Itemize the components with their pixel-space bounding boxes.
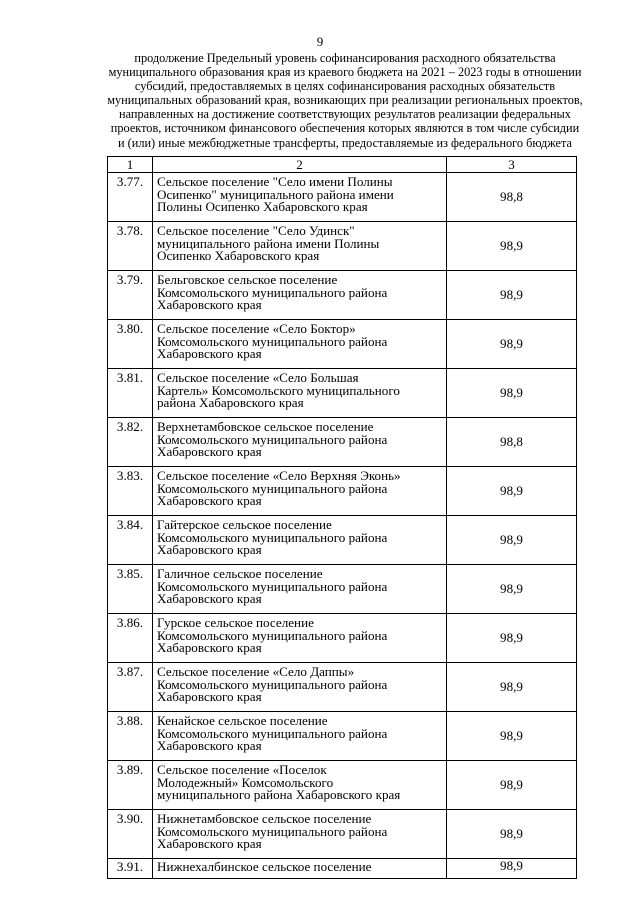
settlement-name bbox=[153, 859, 447, 879]
settlement-name-line: Кенайское сельское поселение bbox=[157, 713, 328, 728]
settlement-name-line: Гурское сельское поселение bbox=[157, 615, 314, 630]
table-caption bbox=[104, 51, 586, 150]
row-number: 3.89. bbox=[108, 761, 153, 810]
column-header: 2 bbox=[153, 157, 447, 173]
settlement-name-line: Комсомольского муниципального района bbox=[157, 529, 388, 545]
table-row bbox=[108, 810, 577, 859]
settlement-name-line: Хабаровского края bbox=[157, 346, 262, 361]
settlement-name-line: Сельское поселение «Село Боктор» bbox=[157, 321, 356, 336]
settlement-name-line: Нижнетамбовское сельское поселение bbox=[157, 811, 372, 826]
table-row bbox=[108, 418, 577, 467]
cofinancing-level: 98,9 bbox=[447, 516, 577, 565]
settlement-name bbox=[153, 320, 447, 369]
row-number: 3.81. bbox=[108, 369, 153, 418]
settlement-name-line: Сельское поселение «Село Даппы» bbox=[157, 664, 355, 679]
caption-line: и (или) иные межбюджетные трансферты, предоставляемые из федерального бюджета bbox=[117, 135, 572, 150]
settlement-name-line: Нижнехалбинское сельское поселение bbox=[157, 859, 372, 874]
row-number: 3.77. bbox=[108, 173, 153, 222]
settlement-name-line: Хабаровского края bbox=[157, 444, 262, 459]
row-number: 3.79. bbox=[108, 271, 153, 320]
settlement-name-line: Молодежный» Комсомольского bbox=[157, 774, 334, 790]
settlement-name-line: Хабаровского края bbox=[157, 738, 262, 753]
row-number: 3.84. bbox=[108, 516, 153, 565]
settlement-name-line: муниципального района Хабаровского края bbox=[157, 787, 401, 802]
settlement-name-line: Картель» Комсомольского муниципального bbox=[157, 382, 400, 398]
row-number: 3.82. bbox=[108, 418, 153, 467]
settlement-name bbox=[153, 712, 447, 761]
settlement-name-line: Хабаровского края bbox=[157, 689, 262, 704]
table-row bbox=[108, 761, 577, 810]
cofinancing-level: 98,9 bbox=[447, 663, 577, 712]
table-row bbox=[108, 859, 577, 879]
cofinancing-level: 98,9 bbox=[447, 222, 577, 271]
column-header: 1 bbox=[108, 157, 153, 173]
settlement-name-line: Комсомольского муниципального района bbox=[157, 333, 388, 349]
row-number: 3.85. bbox=[108, 565, 153, 614]
settlement-name-line: района Хабаровского края bbox=[157, 395, 304, 410]
table-row bbox=[108, 271, 577, 320]
table-row bbox=[108, 222, 577, 271]
settlement-name-line: Хабаровского края bbox=[157, 640, 262, 655]
page-number: 9 bbox=[316, 34, 324, 49]
settlement-name bbox=[153, 810, 447, 859]
row-number: 3.87. bbox=[108, 663, 153, 712]
column-header: 3 bbox=[447, 157, 577, 173]
table-row bbox=[108, 614, 577, 663]
settlement-name-line: Комсомольского муниципального района bbox=[157, 480, 388, 496]
settlement-name-line: муниципального района имени Полины bbox=[157, 235, 380, 251]
settlement-name-line: Комсомольского муниципального района bbox=[157, 823, 388, 839]
table-row bbox=[108, 173, 577, 222]
table-row bbox=[108, 516, 577, 565]
settlement-name-line: Сельское поселение «Село Большая bbox=[157, 370, 359, 385]
table-row bbox=[108, 467, 577, 516]
settlement-name-line: Осипенко" муниципального района имени bbox=[157, 186, 394, 202]
settlement-name bbox=[153, 663, 447, 712]
row-number: 3.80. bbox=[108, 320, 153, 369]
caption-line: муниципальных образований края, возникающих при реализации региональных проектов, bbox=[107, 93, 583, 108]
settlement-name bbox=[153, 222, 447, 271]
settlement-name bbox=[153, 271, 447, 320]
settlement-name-line: Комсомольского муниципального района bbox=[157, 284, 388, 300]
cofinancing-level: 98,9 bbox=[447, 565, 577, 614]
settlement-name bbox=[153, 565, 447, 614]
table-row bbox=[108, 320, 577, 369]
settlement-name-line: Сельское поселение "Село Удинск" bbox=[157, 223, 355, 238]
settlement-name-line: Хабаровского края bbox=[157, 493, 262, 508]
cofinancing-level: 98,9 bbox=[447, 712, 577, 761]
table-header-row bbox=[108, 157, 577, 173]
row-number: 3.91. bbox=[108, 859, 153, 879]
cofinancing-level: 98,9 bbox=[447, 859, 577, 879]
cofinancing-level: 98,9 bbox=[447, 271, 577, 320]
table-row bbox=[108, 369, 577, 418]
caption-line: проектов, источником финансового обеспечения которых являются в том числе субсидии bbox=[110, 121, 580, 136]
settlement-name bbox=[153, 418, 447, 467]
caption-line: продолжение Предельный уровень софинансирования расходного обязательства bbox=[134, 51, 556, 65]
cofinancing-level: 98,9 bbox=[447, 369, 577, 418]
settlement-name-line: Комсомольского муниципального района bbox=[157, 578, 388, 594]
settlement-name-line: Сельское поселение «Село Верхняя Эконь» bbox=[157, 468, 401, 483]
caption-line: муниципального образования края из краевого бюджета на 2021 – 2023 годы в отношении bbox=[108, 65, 582, 80]
settlement-name-line: Верхнетамбовское сельское поселение bbox=[157, 419, 374, 434]
settlement-name-line: Хабаровского края bbox=[157, 297, 262, 312]
row-number: 3.88. bbox=[108, 712, 153, 761]
cofinancing-level: 98,9 bbox=[447, 810, 577, 859]
cofinancing-table bbox=[107, 156, 577, 879]
row-number: 3.90. bbox=[108, 810, 153, 859]
cofinancing-level: 98,8 bbox=[447, 173, 577, 222]
cofinancing-level: 98,8 bbox=[447, 418, 577, 467]
settlement-name-line: Хабаровского края bbox=[157, 542, 262, 557]
settlement-name-line: Хабаровского края bbox=[157, 836, 262, 851]
settlement-name bbox=[153, 467, 447, 516]
caption-line: субсидий, предоставляемых в целях софинансирования расходных обязательств bbox=[134, 79, 556, 94]
settlement-name-line: Комсомольского муниципального района bbox=[157, 676, 388, 692]
settlement-name-line: Комсомольского муниципального района bbox=[157, 431, 388, 447]
settlement-name-line: Комсомольского муниципального района bbox=[157, 725, 388, 741]
settlement-name-line: Сельское поселение «Поселок bbox=[157, 762, 327, 777]
settlement-name-line: Полины Осипенко Хабаровского края bbox=[157, 199, 368, 214]
settlement-name bbox=[153, 369, 447, 418]
caption-line: направленных на достижение соответствующих результатов реализации федеральных bbox=[119, 107, 571, 122]
settlement-name-line: Галичное сельское поселение bbox=[157, 566, 323, 581]
row-number: 3.83. bbox=[108, 467, 153, 516]
cofinancing-level: 98,9 bbox=[447, 320, 577, 369]
table-row bbox=[108, 663, 577, 712]
settlement-name-line: Бельговское сельское поселение bbox=[157, 272, 338, 287]
settlement-name-line: Гайтерское сельское поселение bbox=[157, 517, 332, 532]
table-row bbox=[108, 565, 577, 614]
settlement-name bbox=[153, 516, 447, 565]
settlement-name-line: Хабаровского края bbox=[157, 591, 262, 606]
settlement-name-line: Осипенко Хабаровского края bbox=[157, 248, 320, 263]
cofinancing-level: 98,9 bbox=[447, 467, 577, 516]
settlement-name-line: Комсомольского муниципального района bbox=[157, 627, 388, 643]
cofinancing-level: 98,9 bbox=[447, 614, 577, 663]
row-number: 3.86. bbox=[108, 614, 153, 663]
settlement-name-line: Сельское поселение "Село имени Полины bbox=[157, 174, 393, 189]
settlement-name bbox=[153, 761, 447, 810]
settlement-name bbox=[153, 614, 447, 663]
row-number: 3.78. bbox=[108, 222, 153, 271]
cofinancing-level: 98,9 bbox=[447, 761, 577, 810]
settlement-name bbox=[153, 173, 447, 222]
table-row bbox=[108, 712, 577, 761]
